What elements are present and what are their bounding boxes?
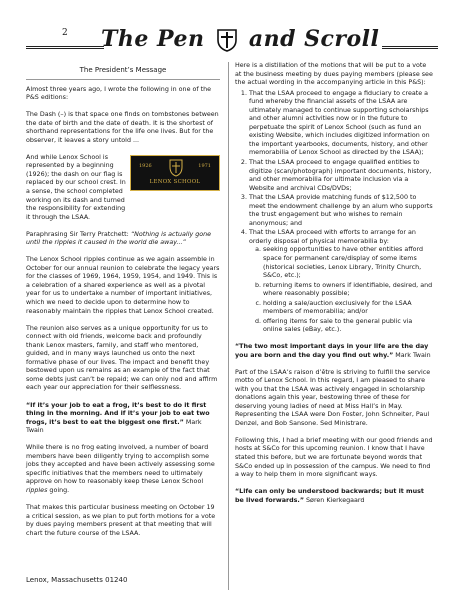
pratchett-paragraph bbox=[26, 231, 220, 248]
paragraph: Almost three years ago, I wrote the following in one of the P&S editions: bbox=[26, 85, 212, 102]
sub-item: a. seeking opportunities to have other entities afford space for permanent care/display of some items (historical societies, Lenox Library, Trinity Church, S&Co, etc.); bbox=[263, 246, 433, 280]
paragraph: The Dash (–) is that space one finds on tombstones between the date of birth and the date of death. It is the shortest of shorthand representations for the life one lives. But for the observer, it leaves a story untold ... bbox=[26, 111, 219, 144]
paragraph: And while Lenox School is represented by a beginning (1926); the dash on our flag is replaced by our school crest. In a sense, the school completed working on its dash and turned the responsibility for extending it through the LSAA. bbox=[26, 153, 126, 221]
left-column bbox=[26, 66, 220, 547]
motion-item: 3. That the LSAA provide matching funds of $12,500 to meet the endowment challenge by an alum who supports the trust engagement but who wishes to remain anonymous; and bbox=[249, 194, 433, 228]
title-part-2: and Scroll bbox=[248, 26, 380, 52]
title-part-1: The Pen bbox=[101, 26, 205, 52]
paragraph: Here is a distillation of the motions that will be put to a vote at the business meeting by dues paying members (please see the actual wording in the accompanying article in this P&S): bbox=[235, 62, 433, 87]
motion-item: 1. That the LSAA proceed to engage a fiduciary to create a fund whereby the financial assets of the LSAA are ultimately managed to continue supporting scholarships and other alumni activities now or in the future to perpetuate the spirit of Lenox School (such as fund an existing Website, which includes digitized information on the important yearbooks, documents, history, and other memorabilia of Lenox School as directed by the LSAA); bbox=[249, 90, 433, 158]
masthead-left-rule bbox=[26, 46, 104, 49]
paragraph: Part of the LSAA’s raison d’être is striving to fulfill the service motto of Lenox School. In this regard, I am pleased to share with you that the LSAA was actively engaged in scholarship donations again this year, bestowing three of these for deserving young ladies of need at Miss Hall’s in May. Representing the LSAA were Don Foster, John Schneiter, Paul Denzel, and Bob Sansone. Sed Ministrare. bbox=[235, 368, 431, 427]
quote-text: “Life can only be understood backwards; but it must be lived forwards.” bbox=[235, 488, 424, 504]
disposal-sublist bbox=[249, 246, 433, 334]
emblem-paragraph bbox=[26, 154, 220, 222]
right-column bbox=[235, 62, 433, 514]
footer-address: Lenox, Massachusetts 01240 bbox=[26, 576, 128, 584]
sub-item: c. holding a sale/auction exclusively for the LSAA members of memorabilia; and/or bbox=[263, 300, 433, 317]
twain-days-quote bbox=[235, 343, 433, 360]
quote-text: “If it’s your job to eat a frog, it’s best to do it first thing in the morning. And if it’s your job to eat two frogs, it’s best to eat the biggest one first.” bbox=[26, 401, 210, 426]
masthead bbox=[26, 28, 438, 58]
emblem-year-start: 1926 bbox=[139, 162, 152, 169]
sub-item: b. returning items to owners if identifiable, desired, and where reasonably possible; bbox=[263, 282, 433, 299]
kierkegaard-quote bbox=[235, 488, 433, 505]
twain-frog-quote bbox=[26, 402, 220, 436]
masthead-right-rule bbox=[382, 46, 438, 49]
motion-item bbox=[249, 229, 433, 335]
paragraph bbox=[26, 444, 220, 495]
motion-item: 2. That the LSAA proceed to engage qualified entities to digitize (scan/photograph) important documents, history, and other memorabilia for ultimate inclusion via a Website and archival CDs/DVDs; bbox=[249, 159, 433, 193]
motion-text: That the LSAA proceed with efforts to arrange for an orderly disposal of physical memorabilia by: bbox=[249, 229, 416, 245]
quote-author: Mark Twain bbox=[26, 418, 202, 435]
paragraph: Following this, I had a brief meeting with our good friends and hosts at S&Co for this upcoming reunion. I know that I have stated this before, but we are fortunate beyond words that S&Co ended up in possession of the campus. We need to find a way to help them in more significant ways. bbox=[235, 436, 433, 479]
newsletter-title bbox=[101, 26, 379, 52]
page-number: 2 bbox=[62, 28, 68, 38]
paragraph-lead: Paraphrasing Sir Terry Pratchett: bbox=[26, 230, 131, 238]
lenox-school-emblem bbox=[130, 155, 220, 191]
paragraph-part: While there is no frog eating involved, a number of board members have been diligently trying to accomplish some jobs they accepted and have been actively assessing some specific initiatives that the members need to ultimately approve on how to reasonably keep these Lenox School bbox=[26, 444, 215, 486]
emblem-year-end: 1971 bbox=[198, 162, 211, 169]
quote-text: “The two most important days in your life are the day you are born and the day you find out why.” bbox=[235, 342, 429, 359]
school-crest-icon bbox=[216, 28, 238, 52]
pratchett-quote: “Nothing is actually gone until the ripples it caused in the world die away...” bbox=[26, 230, 212, 247]
quote-author: Mark Twain bbox=[393, 351, 431, 359]
quote-author: Søren Kierkegaard bbox=[304, 496, 365, 504]
paragraph: That makes this particular business meeting on October 19 a critical session, as we plan to put forth motions for a vote by dues paying members present at that meeting that will chart the future course of the LSAA. bbox=[26, 503, 216, 537]
section-heading: The President’s Message bbox=[26, 66, 220, 80]
paragraph: The reunion also serves as a unique opportunity for us to connect with old friends, welcome back and profoundly thank Lenox masters, family, and staff who mentored, guided, and in many ways launched us onto the next formative phase of our lives. The impact and benefit they bestowed upon us remains as an example of the fact that some debts just can’t be repaid; we can only nod and affirm each year our appreciation for their selflessness. bbox=[26, 324, 218, 392]
emblem-name: LENOX SCHOOL bbox=[149, 179, 201, 186]
paragraph-emphasis: ripples bbox=[26, 486, 48, 494]
paragraph: The Lenox School ripples continue as we again assemble in October for our annual reunion to celebrate the legacy years for the classes of 1969, 1964, 1959, 1954, and 1949. This is a celebration of a shared experience as well as a pivotal year for us to undertake a number of important initiatives, which we need to decide upon to determine how to reasonably maintain the ripples that Lenox School created. bbox=[26, 256, 220, 315]
column-divider bbox=[228, 62, 229, 590]
emblem-shield-icon bbox=[169, 159, 183, 177]
sub-item: d. offering items for sale to the general public via online sales (eBay, etc.). bbox=[263, 318, 433, 335]
motions-list bbox=[235, 90, 433, 335]
paragraph-part: going. bbox=[47, 486, 70, 494]
